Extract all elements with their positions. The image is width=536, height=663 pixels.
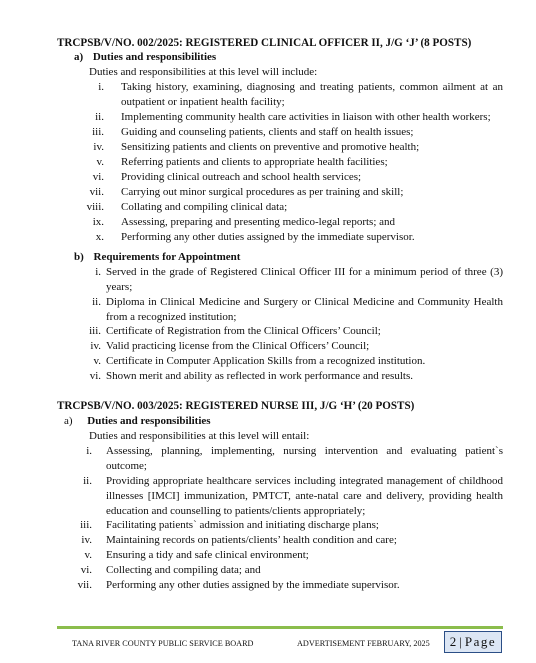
list-item-text: Performing any other duties assigned by the immediate supervisor. xyxy=(106,579,400,591)
list-item-text: Collating and compiling clinical data; xyxy=(121,201,288,213)
page-number: 2 xyxy=(449,634,457,649)
subheading-text: Requirements for Appointment xyxy=(93,251,241,263)
subheading-text: Duties and responsibilities xyxy=(87,415,211,427)
list-item-text: Maintaining records on patients/clients’ health condition and care; xyxy=(106,534,397,546)
list-item-text: Assessing, planning, implementing, nursing intervention and evaluating patient`s outcome; xyxy=(106,445,503,472)
list-marker: a) xyxy=(64,415,73,427)
list-item-number: iv. xyxy=(93,141,104,153)
footer-organization: TANA RIVER COUNTY PUBLIC SERVICE BOARD xyxy=(72,639,254,648)
list-item-number: vii. xyxy=(77,579,92,591)
list-item-number: i. xyxy=(86,445,92,457)
duties-intro: Duties and responsibilities at this level will include: xyxy=(89,66,318,78)
list-item-number: ii. xyxy=(83,475,92,487)
section-title-clinical-officer: TRCPSB/V/NO. 002/2025: REGISTERED CLINICAL OFFICER II, J/G ‘J’ (8 POSTS) xyxy=(57,37,472,49)
list-item-text: Valid practicing license from the Clinical Officers’ Council; xyxy=(106,340,370,352)
list-item-number: ii. xyxy=(92,296,101,308)
list-item-text: Certificate of Registration from the Clinical Officers’ Council; xyxy=(106,325,381,337)
list-marker: a) xyxy=(74,51,84,63)
page-number-box xyxy=(444,631,502,653)
list-item-number: vi. xyxy=(80,564,92,576)
list-item-number: vii. xyxy=(89,186,104,198)
list-item-text: Shown merit and ability as reflected in work performance and results. xyxy=(106,370,413,382)
list-item-text: Sensitizing patients and clients on preventive and promotive health; xyxy=(121,141,420,153)
list-item-text: Referring patients and clients to appropriate health facilities; xyxy=(121,156,388,168)
list-item-text: Collecting and compiling data; and xyxy=(106,564,261,576)
list-item-number: iii. xyxy=(92,126,104,138)
duties-heading xyxy=(64,415,211,427)
subheading-text: Duties and responsibilities xyxy=(92,51,217,63)
list-item-number: v. xyxy=(93,355,101,367)
list-item-number: vi. xyxy=(92,171,104,183)
list-item-number: v. xyxy=(96,156,104,168)
list-item-number: ix. xyxy=(92,216,104,228)
list-item-text: Taking history, examining, diagnosing and treating patients, common ailment at an outpatient or inpatient health facility; xyxy=(121,81,503,108)
list-item-number: vi. xyxy=(89,370,101,382)
list-marker: b) xyxy=(74,251,84,263)
list-item-number: v. xyxy=(84,549,92,561)
duties-intro: Duties and responsibilities at this level will entail: xyxy=(89,430,310,442)
footer-advert-date: ADVERTISEMENT FEBRUARY, 2025 xyxy=(297,639,430,648)
list-item-text: Certificate in Computer Application Skills from a recognized institution. xyxy=(106,355,426,367)
list-item-number: iii. xyxy=(80,519,92,531)
section-title-registered-nurse: TRCPSB/V/NO. 003/2025: REGISTERED NURSE III, J/G ‘H’ (20 POSTS) xyxy=(57,400,415,412)
list-item-number: ii. xyxy=(95,111,104,123)
list-item-text: Carrying out minor surgical procedures as per training and skill; xyxy=(121,186,404,198)
list-item-text: Ensuring a tidy and safe clinical environment; xyxy=(106,549,309,561)
page-separator: | xyxy=(459,634,462,649)
list-item-text: Providing clinical outreach and school health services; xyxy=(121,171,362,183)
list-item-number: i. xyxy=(95,266,101,278)
page-label: Page xyxy=(464,634,497,649)
list-item-number: iv. xyxy=(90,340,101,352)
list-item-text: Performing any other duties assigned by the immediate supervisor. xyxy=(121,231,415,243)
list-item-text: Providing appropriate healthcare services including integrated management of childhood illnesses [IMCI] immunization, PMTCT, ante-natal care and delivery, providing health education and counselling to patients/clients appropriately; xyxy=(106,475,503,517)
duties-heading xyxy=(74,51,216,63)
list-item-number: x. xyxy=(95,231,104,243)
list-item-text: Facilitating patients` admission and initiating discharge plans; xyxy=(106,519,379,531)
requirements-heading xyxy=(74,251,240,263)
list-item-text: Implementing community health care activities in liaison with other health workers; xyxy=(121,111,491,123)
list-item-text: Guiding and counseling patients, clients and staff on health issues; xyxy=(121,126,414,138)
list-item-number: i. xyxy=(98,81,104,93)
list-item-text: Assessing, preparing and presenting medico-legal reports; and xyxy=(121,216,396,228)
list-item-text: Diploma in Clinical Medicine and Surgery or Clinical Medicine and Community Health from a recognized institution; xyxy=(106,296,503,323)
list-item-text: Served in the grade of Registered Clinical Officer III for a minimum period of three (3) years; xyxy=(106,266,503,293)
list-item-number: iv. xyxy=(81,534,92,546)
list-item-number: iii. xyxy=(89,325,101,337)
footer-rule xyxy=(57,626,503,629)
list-item-number: viii. xyxy=(86,201,104,213)
